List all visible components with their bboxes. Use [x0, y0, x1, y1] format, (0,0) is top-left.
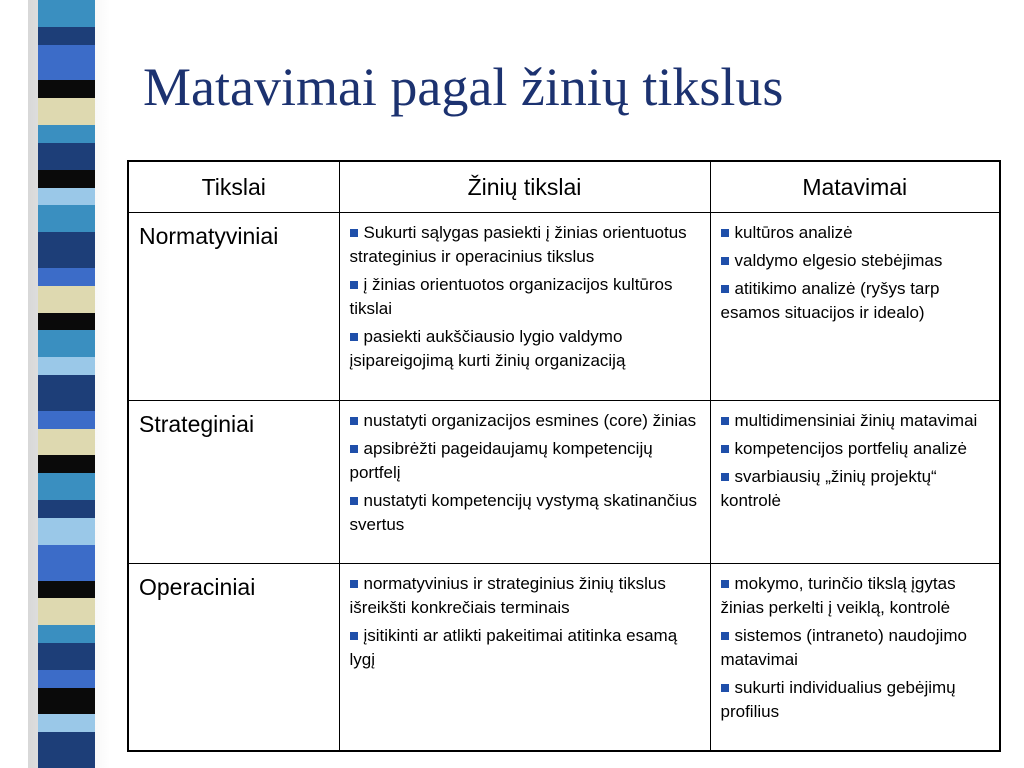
item-text: į žinias orientuotos organizacijos kultūros tikslai	[349, 275, 673, 318]
item-text: nustatyti organizacijos esmines (core) žinias	[363, 411, 697, 430]
square-bullet-icon	[350, 497, 358, 505]
square-bullet-icon	[350, 580, 358, 588]
stripe-band	[38, 688, 95, 715]
item-text: apsibrėžti pageidaujamų kompetencijų portfelį	[349, 439, 653, 482]
stripe-band	[38, 643, 95, 670]
measurement-table	[127, 160, 1001, 752]
table-row-operaciniai	[128, 564, 1000, 752]
stripe-band	[38, 188, 95, 206]
list-item	[721, 277, 990, 325]
list-item	[721, 465, 990, 513]
list-item	[350, 409, 700, 433]
list-item	[350, 624, 700, 672]
stripe-band	[38, 80, 95, 98]
item-text: normatyvinius ir strateginius žinių tikslus išreikšti konkrečiais terminais	[349, 574, 666, 617]
square-bullet-icon	[721, 632, 729, 640]
list-item	[350, 437, 700, 485]
list-item	[721, 676, 990, 724]
table-row-normatyviniai	[128, 213, 1000, 401]
stripe-band	[38, 98, 95, 125]
list-item	[721, 249, 990, 273]
stripe-band	[38, 732, 95, 768]
list-item	[350, 273, 700, 321]
slide-title: Matavimai pagal žinių tikslus	[143, 57, 784, 117]
stripe-band	[38, 429, 95, 456]
item-text: nustatyti kompetencijų vystymą skatinančius svertus	[349, 491, 698, 534]
item-text: pasiekti aukščiausio lygio valdymo įsipareigojimą kurti žinių organizaciją	[349, 327, 626, 370]
stripe-band	[38, 143, 95, 170]
header-tikslai: Tikslai	[128, 161, 339, 213]
square-bullet-icon	[721, 285, 729, 293]
item-text: mokymo, turinčio tikslą įgytas žinias perkelti į veiklą, kontrolė	[720, 574, 956, 617]
stripe-band	[38, 125, 95, 143]
square-bullet-icon	[721, 229, 729, 237]
item-text: sistemos (intraneto) naudojimo matavimai	[720, 626, 967, 669]
row-label: Operaciniai	[128, 564, 339, 752]
item-text: kompetencijos portfelių analizė	[734, 439, 967, 458]
stripe-band	[38, 670, 95, 688]
square-bullet-icon	[721, 417, 729, 425]
stripe-band	[38, 0, 95, 27]
goals-cell	[339, 564, 710, 752]
stripe-band	[38, 518, 95, 545]
stripe-band	[38, 581, 95, 599]
goals-cell	[339, 401, 710, 564]
left-decorative-stripe	[38, 0, 95, 768]
stripe-band	[38, 357, 95, 375]
item-text: įsitikinti ar atlikti pakeitimai atitinka esamą lygį	[349, 626, 678, 669]
stripe-band	[38, 625, 95, 643]
stripe-band	[38, 375, 95, 411]
square-bullet-icon	[350, 281, 358, 289]
stripe-band	[38, 205, 95, 232]
square-bullet-icon	[721, 580, 729, 588]
stripe-band	[38, 455, 95, 473]
list-item	[350, 325, 700, 373]
list-item	[350, 489, 700, 537]
measures-cell	[710, 401, 1000, 564]
stripe-band	[38, 45, 95, 81]
row-label: Strateginiai	[128, 401, 339, 564]
header-matavimai: Matavimai	[710, 161, 1000, 213]
item-text: svarbiausių „žinių projektų“ kontrolė	[720, 467, 937, 510]
stripe-band	[38, 27, 95, 45]
item-text: valdymo elgesio stebėjimas	[734, 251, 943, 270]
item-text: kultūros analizė	[734, 223, 853, 242]
goals-cell	[339, 213, 710, 401]
square-bullet-icon	[350, 229, 358, 237]
list-item	[721, 409, 990, 433]
item-text: atitikimo analizė (ryšys tarp esamos situacijos ir idealo)	[720, 279, 940, 322]
square-bullet-icon	[350, 333, 358, 341]
square-bullet-icon	[350, 417, 358, 425]
stripe-band	[38, 170, 95, 188]
list-item	[721, 624, 990, 672]
measures-cell	[710, 564, 1000, 752]
stripe-band	[38, 545, 95, 581]
square-bullet-icon	[721, 684, 729, 692]
square-bullet-icon	[721, 257, 729, 265]
list-item	[721, 572, 990, 620]
list-item	[350, 572, 700, 620]
stripe-band	[38, 268, 95, 286]
square-bullet-icon	[721, 473, 729, 481]
square-bullet-icon	[721, 445, 729, 453]
list-item	[721, 221, 990, 245]
list-item	[721, 437, 990, 461]
stripe-band	[38, 330, 95, 357]
stripe-band	[38, 598, 95, 625]
square-bullet-icon	[350, 445, 358, 453]
stripe-band	[38, 286, 95, 313]
table-row-strateginiai	[128, 401, 1000, 564]
stripe-band	[38, 473, 95, 500]
stripe-band	[38, 232, 95, 268]
header-ziniu-tikslai: Žinių tikslai	[339, 161, 710, 213]
stripe-band	[38, 313, 95, 331]
stripe-band	[38, 500, 95, 518]
measures-cell	[710, 213, 1000, 401]
table-header-row	[128, 161, 1000, 213]
item-text: multidimensiniai žinių matavimai	[734, 411, 978, 430]
list-item	[350, 221, 700, 269]
stripe-band	[38, 714, 95, 732]
row-label: Normatyviniai	[128, 213, 339, 401]
square-bullet-icon	[350, 632, 358, 640]
stripe-band	[38, 411, 95, 429]
item-text: Sukurti sąlygas pasiekti į žinias orientuotus strateginius ir operacinius tikslus	[349, 223, 687, 266]
item-text: sukurti individualius gebėjimų profilius	[720, 678, 956, 721]
